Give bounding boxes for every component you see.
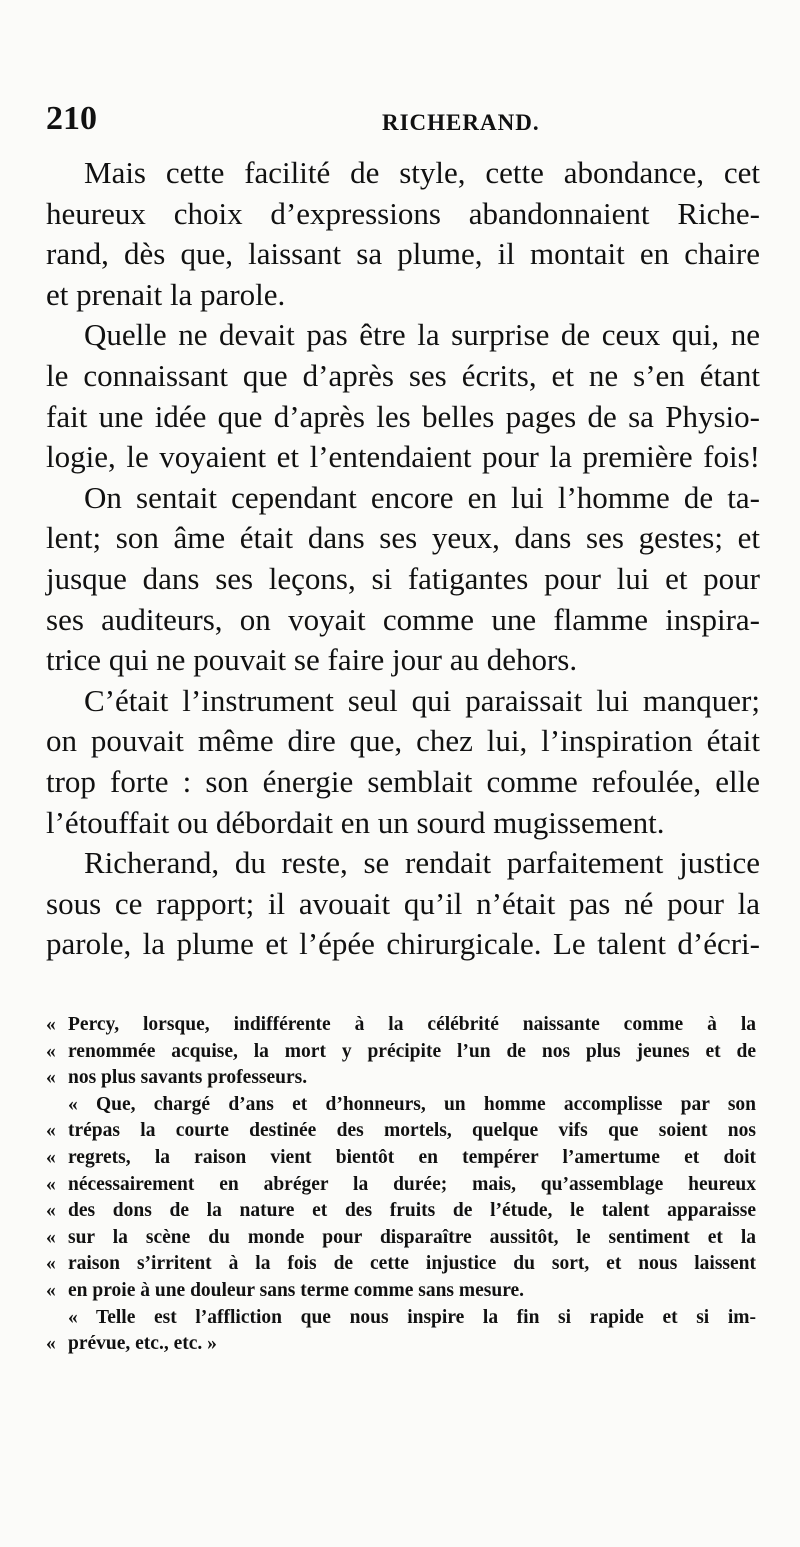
quote-mark: «: [46, 1226, 56, 1248]
quote-mark: «: [46, 1253, 56, 1275]
text-line: logie, le voyaient et l’entendaient pour la première fois!: [46, 439, 760, 475]
footnote-line: [46, 1331, 758, 1358]
quote-mark: «: [46, 1173, 56, 1195]
footnote-line: [46, 1278, 758, 1305]
footnote-line: [46, 1065, 758, 1092]
footnote-line: [46, 1012, 758, 1039]
quote-mark: «: [46, 1014, 56, 1035]
text-line: ses auditeurs, on voyait comme une flamme inspira-: [46, 601, 760, 637]
footnote-text: « Telle est l’affliction que nous inspire la fin si rapide et si im-: [68, 1306, 756, 1328]
text-line: le connaissant que d’après ses écrits, et ne s’en étant: [46, 357, 760, 393]
quote-mark: «: [46, 1279, 56, 1301]
text-line: heureux choix d’expressions abandonnaient Riche-: [46, 195, 760, 231]
text-line: Mais cette facilité de style, cette abondance, cet: [84, 155, 760, 190]
text-line: jusque dans ses leçons, si fatigantes pour lui et pour: [46, 560, 760, 596]
page-number: 210: [46, 100, 97, 137]
footnote-text: nos plus savants professeurs.: [68, 1067, 308, 1089]
text-line: l’étouffait ou débordait en un sourd mugissement.: [46, 804, 665, 840]
footnote-line: [46, 1118, 758, 1145]
text-line: on pouvait même dire que, chez lui, l’inspiration était: [46, 723, 760, 759]
footnote-text: en proie à une douleur sans terme comme sans mesure.: [68, 1279, 525, 1301]
footnote-line: [46, 1198, 758, 1225]
footnote-text: des dons de la nature et des fruits de l’étude, le talent apparaisse: [68, 1200, 756, 1222]
quote-mark: «: [46, 1120, 56, 1142]
text-line: lent; son âme était dans ses yeux, dans ses gestes; et: [46, 520, 760, 556]
footnote-line: [46, 1039, 758, 1066]
quote-mark: «: [46, 1040, 56, 1062]
text-line: On sentait cependant encore en lui l’homme de ta-: [84, 479, 760, 515]
page-header: [46, 100, 766, 150]
quote-mark: «: [46, 1333, 56, 1355]
footnote-text: trépas la courte destinée des mortels, quelque vifs que soient nos: [68, 1120, 756, 1142]
footnote: [46, 1012, 758, 1358]
text-line: C’était l’instrument seul qui paraissait lui manquer;: [84, 682, 760, 718]
running-title: RICHERAND.: [382, 110, 540, 135]
footnote-text: Percy, lorsque, indifférente à la célébrité naissante comme à la: [68, 1014, 756, 1035]
text-line: parole, la plume et l’épée chirurgicale. Le talent d’écri-: [46, 926, 760, 962]
text-line: sous ce rapport; il avouait qu’il n’était pas né pour la: [46, 885, 760, 921]
text-line: fait une idée que d’après les belles pages de sa Physio-: [46, 398, 760, 434]
footnote-line: [46, 1172, 758, 1199]
footnote-text: renommée acquise, la mort y précipite l’un de nos plus jeunes et de: [68, 1040, 756, 1062]
text-line: Richerand, du reste, se rendait parfaitement justice: [84, 845, 760, 881]
text-line: Quelle ne devait pas être la surprise de ceux qui, ne: [84, 317, 760, 353]
footnote-text: sur la scène du monde pour disparaître aussitôt, le sentiment et la: [68, 1226, 756, 1248]
footnote-line: [46, 1145, 758, 1172]
text-line: et prenait la parole.: [46, 276, 286, 312]
quote-mark: «: [46, 1146, 56, 1168]
text-line: trop forte : son énergie semblait comme refoulée, elle: [46, 763, 760, 799]
quote-mark: «: [46, 1200, 56, 1222]
footnote-line: [46, 1305, 758, 1332]
footnote-line: [46, 1225, 758, 1252]
footnote-text: regrets, la raison vient bientôt en tempérer l’amertume et doit: [68, 1146, 756, 1168]
footnote-text: nécessairement en abréger la durée; mais, qu’assemblage heureux: [68, 1173, 756, 1195]
footnote-text: prévue, etc., etc. »: [68, 1333, 217, 1355]
text-line: trice qui ne pouvait se faire jour au dehors.: [46, 642, 578, 678]
footnote-text: « Que, chargé d’ans et d’honneurs, un homme accomplisse par son: [68, 1093, 756, 1115]
footnote-line: [46, 1251, 758, 1278]
text-line: rand, dès que, laissant sa plume, il montait en chaire: [46, 236, 760, 272]
quote-mark: «: [46, 1067, 56, 1089]
footnote-line: [46, 1092, 758, 1119]
footnote-text: raison s’irritent à la fois de cette injustice du sort, et nous laissent: [68, 1253, 756, 1275]
main-text: [46, 153, 760, 965]
